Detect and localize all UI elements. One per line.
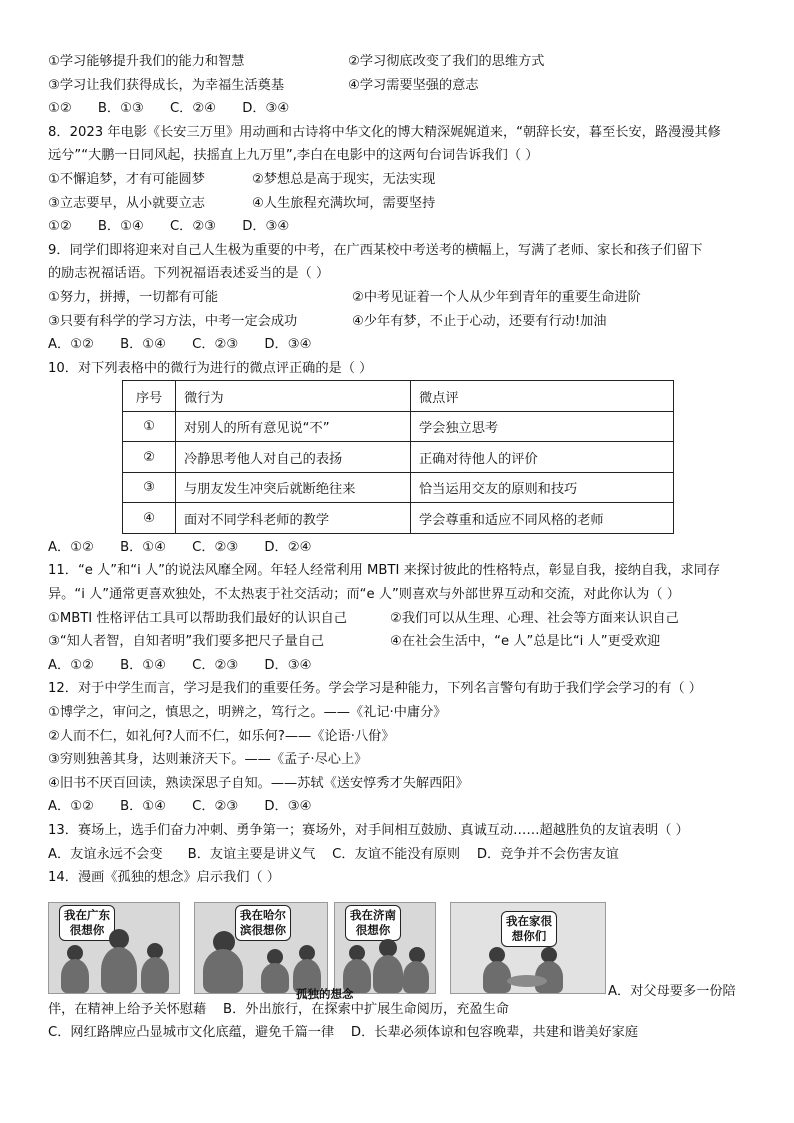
q11-stem-line-2: 异。“i 人”通常更喜欢独处，不太热衷于社交活动；而“e 人”则喜欢与外部世界互动和交流，对此你认为（ ） xyxy=(48,587,680,602)
q11-answer-b: B．①④ xyxy=(120,657,166,673)
q7-options-row-2 xyxy=(48,74,748,98)
q8-options-row-1 xyxy=(48,168,748,192)
q11-option-2: ②我们可以从生理、心理、社会等方面来认识自己 xyxy=(390,610,679,626)
comic-person-head xyxy=(109,929,129,949)
q12-answer-d: D．③④ xyxy=(264,799,312,815)
q7-answer-b: B．①③ xyxy=(97,101,144,117)
comic-illustration xyxy=(48,894,748,1001)
q11-stem-line-1: 11．“e 人”和“i 人”的说法风靡全网。年轻人经常利用 MBTI 来探讨彼此的性格特点，彰显自我，接纳自我，求同存 xyxy=(48,563,721,579)
q11-answer-d: D．③④ xyxy=(264,657,312,673)
q7-option-3: ③学习让我们获得成长，为幸福生活奠基 xyxy=(48,77,285,93)
comic-panel-3 xyxy=(334,902,436,994)
q8-option-3: ③立志要早，从小就要立志 xyxy=(48,195,205,211)
q9-answers xyxy=(48,333,748,357)
table-row xyxy=(123,472,674,503)
q11-options-row-2 xyxy=(48,630,748,654)
q10-row-behavior: 冷静思考他人对自己的表扬 xyxy=(176,442,411,473)
q10-row-behavior: 与朋友发生冲突后就断绝往来 xyxy=(176,472,411,503)
q12-stem: 12．对于中学生而言，学习是我们的重要任务。学会学习是种能力，下列名言警句有助于我们学会学习的有（ ） xyxy=(48,681,702,697)
q12-answers xyxy=(48,795,748,819)
q10-answer-a: A．①② xyxy=(48,539,94,555)
q12-option-4: ④旧书不厌百回读，熟读深思子自知。——苏轼《送安惇秀才失解西阳》 xyxy=(48,775,469,791)
q8-option-2: ②梦想总是高于现实，无法实现 xyxy=(252,171,436,187)
comic-bubble-3: 我在济南 很想你 xyxy=(345,905,401,941)
q11-option-1: ①MBTI 性格评估工具可以帮助我们最好的认识自己 xyxy=(48,610,347,626)
q9-option-1: ①努力，拼搏，一切都有可能 xyxy=(48,289,219,305)
q9-answer-a: A．①② xyxy=(48,337,94,353)
q10-row-behavior: 对别人的所有意见说“不” xyxy=(176,411,411,442)
q7-answer-c: C．②④ xyxy=(169,101,216,117)
q10-answer-b: B．①④ xyxy=(120,539,166,555)
q9-options-row-1 xyxy=(48,286,748,310)
comic-bubble-4: 我在家很 想你们 xyxy=(501,911,557,947)
q14-option-a-start: A．对父母要多一份陪 xyxy=(608,983,736,999)
q13-options: A．友谊永远不会变 B．友谊主要是讲义气 C．友谊不能没有原则 D．竞争并不会伤害友谊 xyxy=(48,846,619,862)
comic-person-figure xyxy=(61,959,89,993)
q7-answer-d: D．③④ xyxy=(242,101,290,117)
q12-option-3: ③穷则独善其身，达则兼济天下。——《孟子·尽心上》 xyxy=(48,752,368,768)
q11-option-3: ③“知人者智，自知者明”我们要多把尺子量自己 xyxy=(48,634,325,650)
q11-option-4: ④在社会生活中，“e 人”总是比“i 人”更受欢迎 xyxy=(390,634,661,650)
comic-person-figure xyxy=(101,947,137,993)
q14-options-line-2: 伴，在精神上给予关怀慰藉 B．外出旅行，在探索中扩展生命阅历，充盈生命 xyxy=(48,1001,509,1017)
comic-person-figure xyxy=(373,955,403,993)
q9-stem-line-1: 9．同学们即将迎来对自己人生极为重要的中考，在广西某校中考送考的横幅上，写满了老师、家长和孩子们留下 xyxy=(48,242,703,258)
q10-row-behavior: 面对不同学科老师的教学 xyxy=(176,503,411,534)
q14-options-line-3: C．网红路牌应凸显城市文化底蕴，避免千篇一律 D．长辈必须体谅和包容晚辈，共建和谐美好家庭 xyxy=(48,1025,639,1041)
q10-answer-d: D．②④ xyxy=(264,539,312,555)
q10-header-behavior: 微行为 xyxy=(176,381,411,412)
comic-person-figure xyxy=(483,961,511,993)
q8-answer-a: ①② xyxy=(48,219,72,235)
q10-stem: 10．对下列表格中的微行为进行的微点评正确的是（ ） xyxy=(48,360,373,376)
q11-answer-c: C．②③ xyxy=(192,657,239,673)
q9-answer-c: C．②③ xyxy=(192,337,239,353)
q8-answer-b: B．①④ xyxy=(97,219,144,235)
q8-options-row-2 xyxy=(48,192,748,216)
q12-option-1: ①博学之，审问之，慎思之，明辨之，笃行之。——《礼记·中庸分》 xyxy=(48,704,447,720)
q10-header-no: 序号 xyxy=(123,381,176,412)
q10-row-comment: 学会尊重和适应不同风格的老师 xyxy=(411,503,674,534)
q10-table-header xyxy=(123,381,674,412)
q8-option-4: ④人生旅程充满坎坷，需要坚持 xyxy=(252,195,436,211)
q10-answer-c: C．②③ xyxy=(192,539,239,555)
q10-row-no: ③ xyxy=(123,472,176,503)
q9-answer-b: B．①④ xyxy=(120,337,166,353)
q12-answer-c: C．②③ xyxy=(192,799,239,815)
q10-row-comment: 学会独立思考 xyxy=(411,411,674,442)
q7-option-2: ②学习彻底改变了我们的思维方式 xyxy=(348,54,545,69)
comic-panel-1 xyxy=(48,902,180,994)
q10-row-no: ② xyxy=(123,442,176,473)
q11-options-row-1 xyxy=(48,607,748,631)
q8-answer-d: D．③④ xyxy=(242,219,290,235)
comic-person-figure xyxy=(141,957,169,993)
q11-answer-a: A．①② xyxy=(48,657,94,673)
q10-answers xyxy=(48,536,748,560)
q9-stem-line-2: 的励志祝福话语。下列祝福语表述妥当的是（ ） xyxy=(48,266,330,282)
q10-row-comment: 正确对待他人的评价 xyxy=(411,442,674,473)
q7-options-row-1 xyxy=(48,50,748,74)
q8-stem-line-1: 8．2023 年电影《长安三万里》用动画和古诗将中华文化的博大精深娓娓道来，“朝辞长安，暮至长安，路漫漫其修 xyxy=(48,124,721,140)
q10-table xyxy=(122,380,674,534)
q7-option-1: ①学习能够提升我们的能力和智慧 xyxy=(48,54,245,69)
q8-option-1: ①不懈追梦，才有可能圆梦 xyxy=(48,171,205,187)
q10-row-no: ④ xyxy=(123,503,176,534)
q11-answers xyxy=(48,654,748,678)
q7-answer-a: ①② xyxy=(48,101,72,117)
q12-option-2: ②人而不仁，如礼何?人而不仁，如乐何?——《论语·八佾》 xyxy=(48,728,395,744)
comic-bubble-2: 我在哈尔 滨很想你 xyxy=(235,905,291,941)
q12-answer-b: B．①④ xyxy=(120,799,166,815)
q12-answer-a: A．①② xyxy=(48,799,94,815)
q8-answer-c: C．②③ xyxy=(169,219,216,235)
q9-option-2: ②中考见证着一个人从少年到青年的重要生命进阶 xyxy=(352,289,641,305)
q10-row-no: ① xyxy=(123,411,176,442)
exam-page xyxy=(48,50,748,1045)
table-row xyxy=(123,503,674,534)
comic-person-figure xyxy=(261,963,289,993)
comic-bubble-1: 我在广东 很想你 xyxy=(59,905,115,941)
q8-answers xyxy=(48,215,748,239)
q7-option-4: ④学习需要坚强的意志 xyxy=(348,77,479,93)
comic-table xyxy=(507,975,547,987)
comic-caption: 孤独的想念 xyxy=(296,986,354,1001)
table-row xyxy=(123,442,674,473)
q13-stem: 13．赛场上，选手们奋力冲刺、勇争第一；赛场外，对手间相互鼓励、真诚互动……超越胜负的友谊表明（ ） xyxy=(48,822,689,838)
q9-options-row-2 xyxy=(48,310,748,334)
q10-row-comment: 恰当运用交友的原则和技巧 xyxy=(411,472,674,503)
q9-answer-d: D．③④ xyxy=(264,337,312,353)
comic-panel-2 xyxy=(194,902,328,994)
q9-option-3: ③只要有科学的学习方法，中考一定会成功 xyxy=(48,313,298,329)
q9-option-4: ④少年有梦，不止于心动，还要有行动!加油 xyxy=(352,313,607,329)
table-row xyxy=(123,411,674,442)
q7-answers xyxy=(48,97,748,121)
q14-stem: 14．漫画《孤独的想念》启示我们（ ） xyxy=(48,870,280,886)
comic-person-figure xyxy=(203,949,243,993)
comic-person-figure xyxy=(403,961,429,993)
comic-panel-4 xyxy=(450,902,606,994)
q8-stem-line-2: 远兮”“大鹏一日同风起，扶摇直上九万里”,李白在电影中的这两句台词告诉我们（ ） xyxy=(48,148,539,164)
q10-header-comment: 微点评 xyxy=(411,381,674,412)
